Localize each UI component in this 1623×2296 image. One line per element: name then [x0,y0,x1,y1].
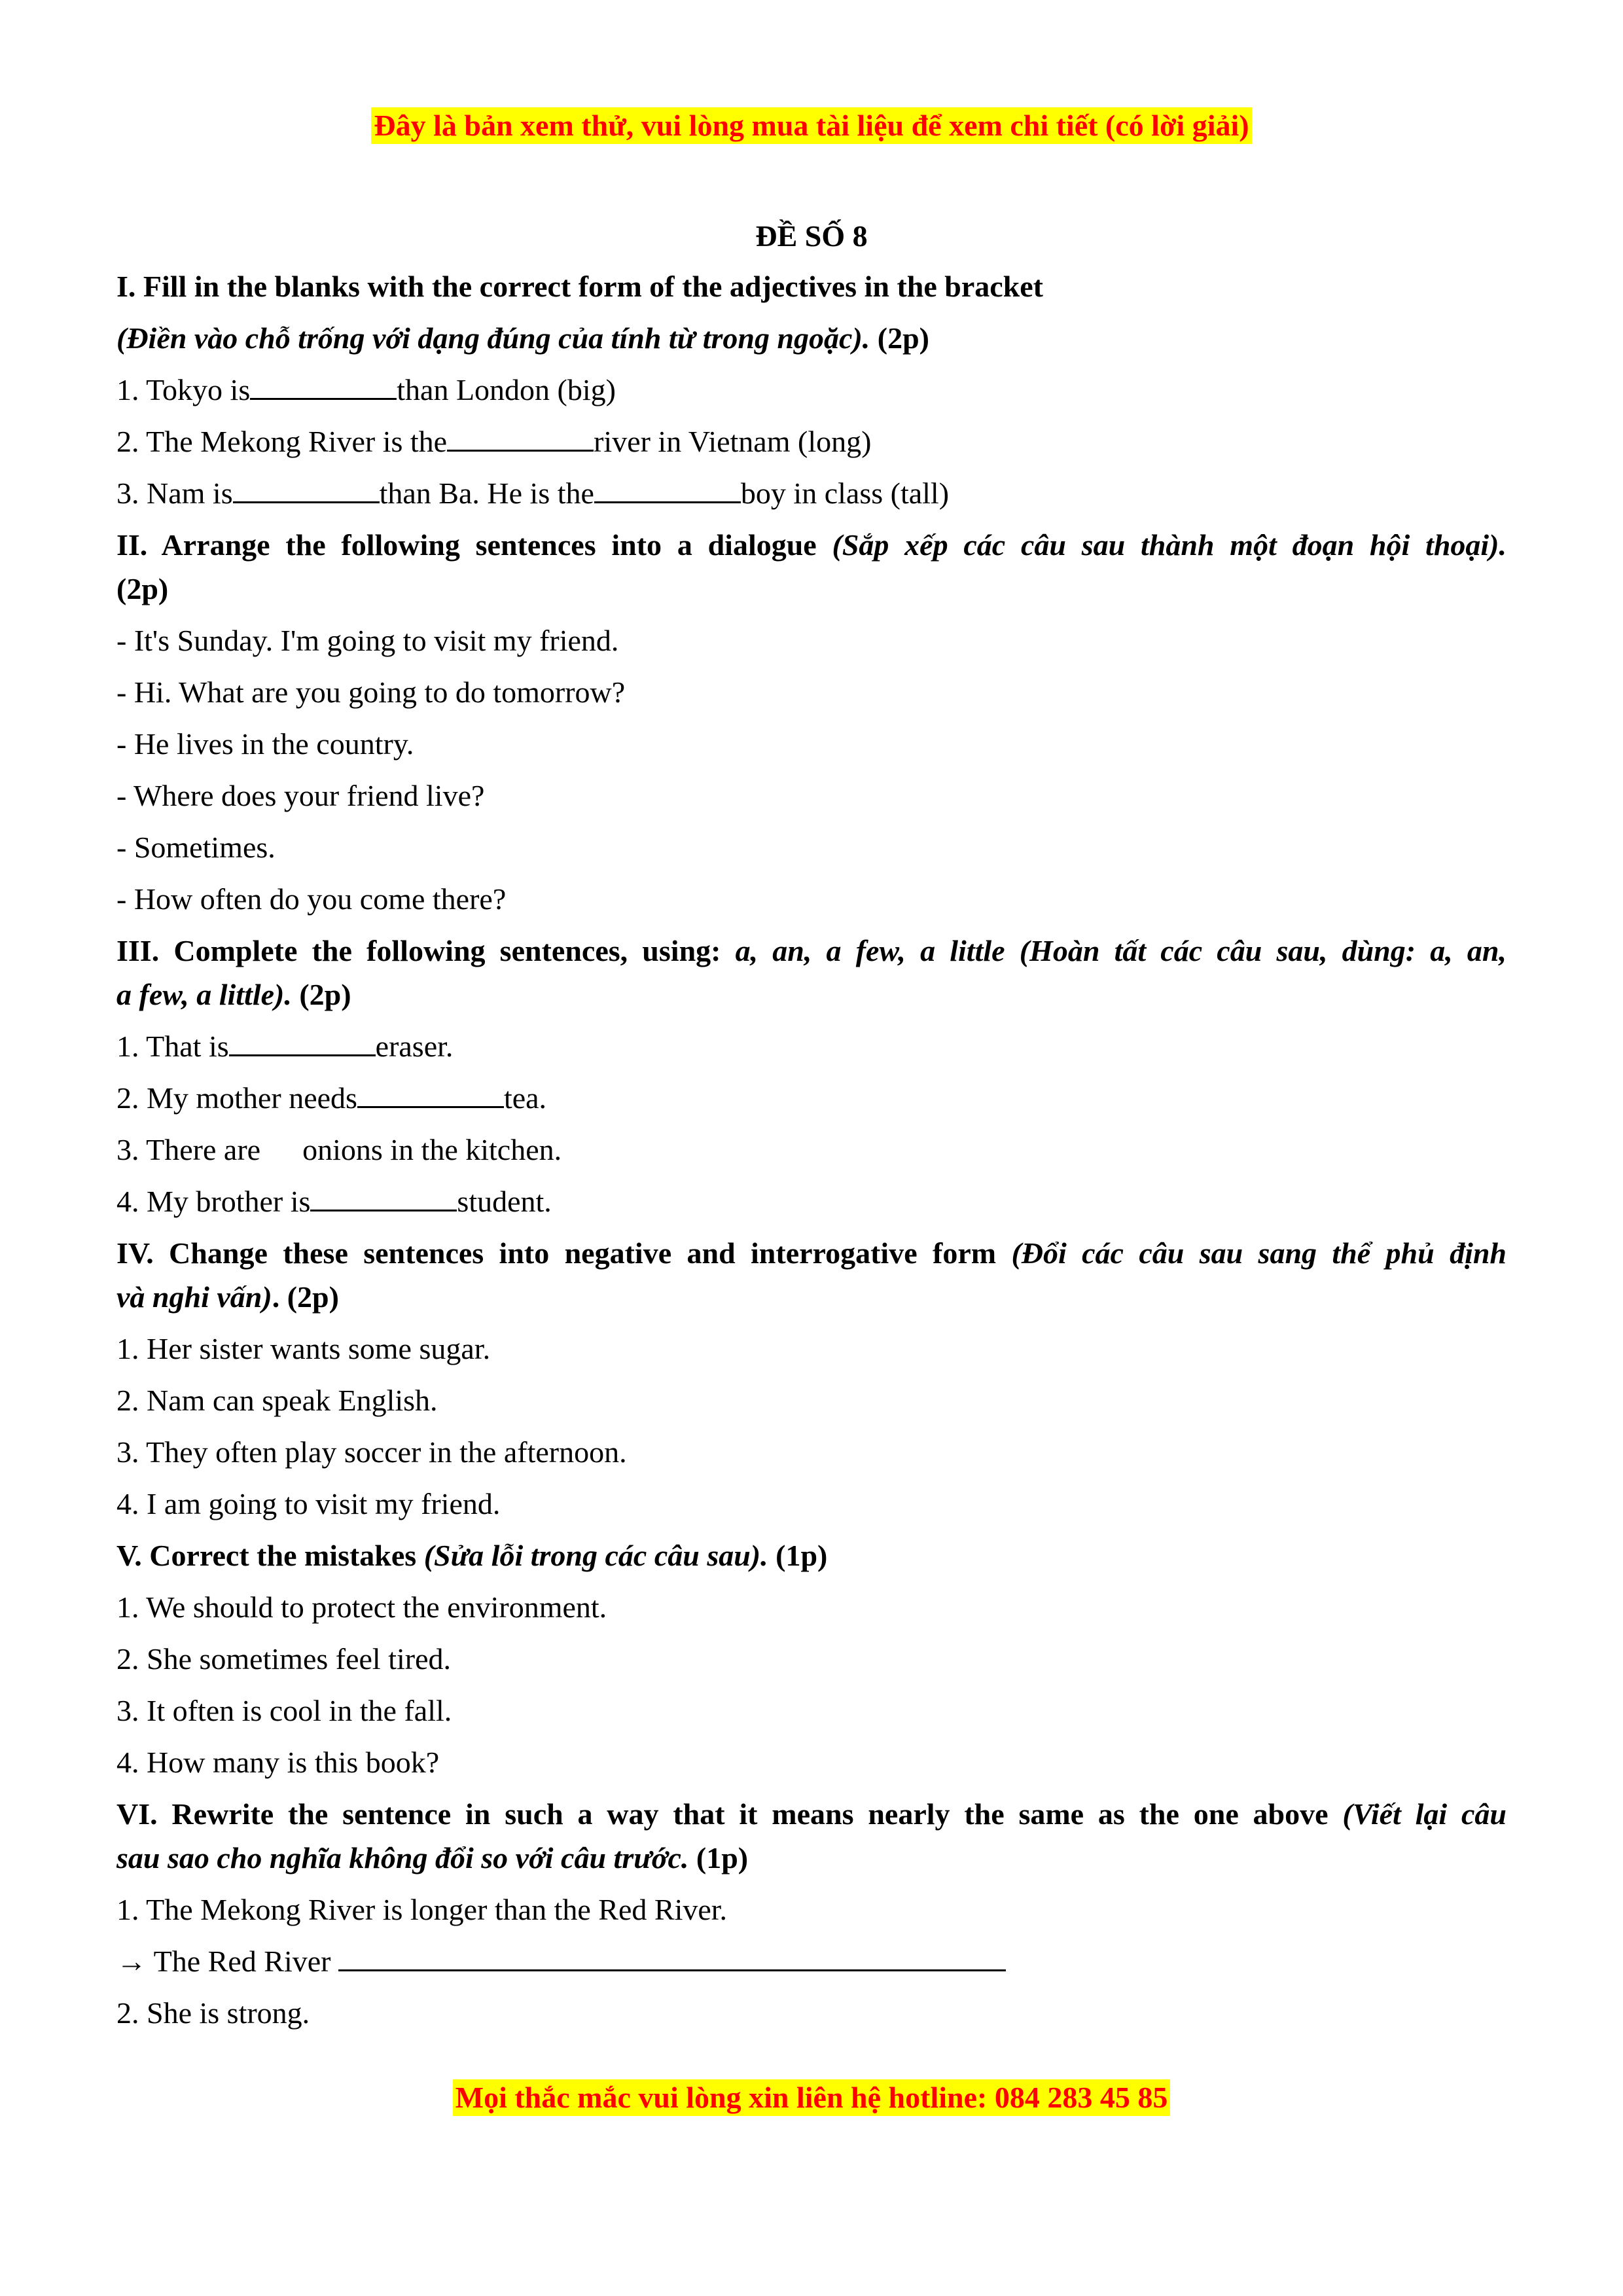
section-1-heading [116,268,1507,305]
section-5-points: (1p) [776,1539,828,1572]
section-4-heading [116,1235,1507,1272]
section-5-title: V. Correct the mistakes [116,1539,417,1572]
section-6-points: (1p) [696,1841,749,1874]
s5-item-4: 4. How many is this book? [116,1746,440,1779]
s3-item-3: 3. There are onions in the kitchen. [116,1133,562,1166]
answer-blank[interactable] [357,1080,504,1108]
preview-banner [116,107,1507,144]
s6-item-1: 1. The Mekong River is longer than the Red River. [116,1893,728,1926]
section-6-instruction-cont [116,1840,1507,1876]
section-1-instruction [116,320,1507,357]
section-2-title: II. Arrange the following sentences into a dialogue [116,528,817,562]
answer-blank[interactable] [310,1183,457,1211]
s3-item-1: 1. That is eraser. [116,1030,454,1063]
s4-item-1: 1. Her sister wants some sugar. [116,1332,491,1365]
section-4-instruction-cont [116,1279,1507,1316]
section-2-points: (2p) [116,572,169,605]
section-5-vn: (Sửa lỗi trong các câu sau). [423,1539,768,1572]
hotline-banner [116,2079,1507,2116]
s4-item-4: 4. I am going to visit my friend. [116,1487,501,1520]
section-4-title: IV. Change these sentences into negative and interrogative form [116,1236,997,1270]
section-4-points: . (2p) [272,1280,339,1314]
section-3-points: (2p) [299,978,351,1011]
answer-blank[interactable] [233,475,380,503]
section-1-vn: (Điền vào chỗ trống với dạng đúng của tính từ trong ngoặc). [116,321,870,355]
s4-item-3: 3. They often play soccer in the afternoon. [116,1435,627,1469]
s2-item-3: - He lives in the country. [116,727,414,761]
s2-item-4: - Where does your friend live? [116,779,485,812]
s1-item-3: 3. Nam is than Ba. He is the boy in class (tall) [116,476,950,510]
s2-item-5: - Sometimes. [116,831,276,864]
section-1-points: (2p) [877,321,930,355]
s3-item-2: 2. My mother needs tea. [116,1081,547,1115]
section-4-vn-cont: và nghi vấn) [116,1280,272,1314]
section-2-heading [116,527,1507,564]
section-5-heading [116,1537,1507,1574]
s5-item-3: 3. It often is cool in the fall. [116,1694,452,1727]
s2-item-6: - How often do you come there? [116,882,507,916]
section-3-vn: (Hoàn tất các câu sau, dùng: a, an, [1019,934,1507,967]
section-6-heading [116,1796,1507,1833]
s2-item-1: - It's Sunday. I'm going to visit my friend. [116,624,619,657]
s2-item-2: - Hi. What are you going to do tomorrow? [116,675,626,709]
s6-item-1-rewrite: → The Red River [116,1943,1507,1980]
answer-blank[interactable] [229,1028,376,1056]
section-6-vn-cont: sau sao cho nghĩa không đổi so với câu trước. [116,1841,689,1874]
section-3-heading [116,933,1507,969]
s3-item-4: 4. My brother is student. [116,1185,552,1218]
section-1-title: I. Fill in the blanks with the correct form of the adjectives in the bracket [116,270,1044,303]
section-3-words: a, an, a few, a little [735,934,1005,967]
s4-item-2: 2. Nam can speak English. [116,1384,438,1417]
s1-item-1: 1. Tokyo is than London (big) [116,373,616,406]
hotline-notice: Mọi thắc mắc vui lòng xin liên hệ hotline: 084 283 45 85 [453,2079,1171,2116]
section-3-instruction-cont [116,977,1507,1013]
section-3-vn-cont: a few, a little). [116,978,292,1011]
answer-blank[interactable] [250,372,397,400]
s5-item-2: 2. She sometimes feel tired. [116,1642,451,1676]
answer-blank[interactable] [594,475,741,503]
section-6-vn: (Viết lại câu [1342,1797,1507,1831]
answer-blank[interactable] [447,423,594,452]
section-4-vn: (Đổi các câu sau sang thể phủ định [1011,1236,1507,1270]
preview-notice: Đây là bản xem thử, vui lòng mua tài liệu để xem chi tiết (có lời giải) [371,107,1251,144]
section-3-title: III. Complete the following sentences, using: [116,934,721,967]
s6-item-2: 2. She is strong. [116,1996,310,2030]
section-2-vn: (Sắp xếp các câu sau thành một đoạn hội thoại). [832,528,1507,562]
s1-item-2: 2. The Mekong River is the river in Vietnam (long) [116,425,872,458]
answer-line[interactable] [338,1943,1006,1971]
exam-title: ĐỀ SỐ 8 [755,219,868,253]
s5-item-1: 1. We should to protect the environment. [116,1590,607,1624]
section-6-title: VI. Rewrite the sentence in such a way that it means nearly the same as the one above [116,1797,1329,1831]
